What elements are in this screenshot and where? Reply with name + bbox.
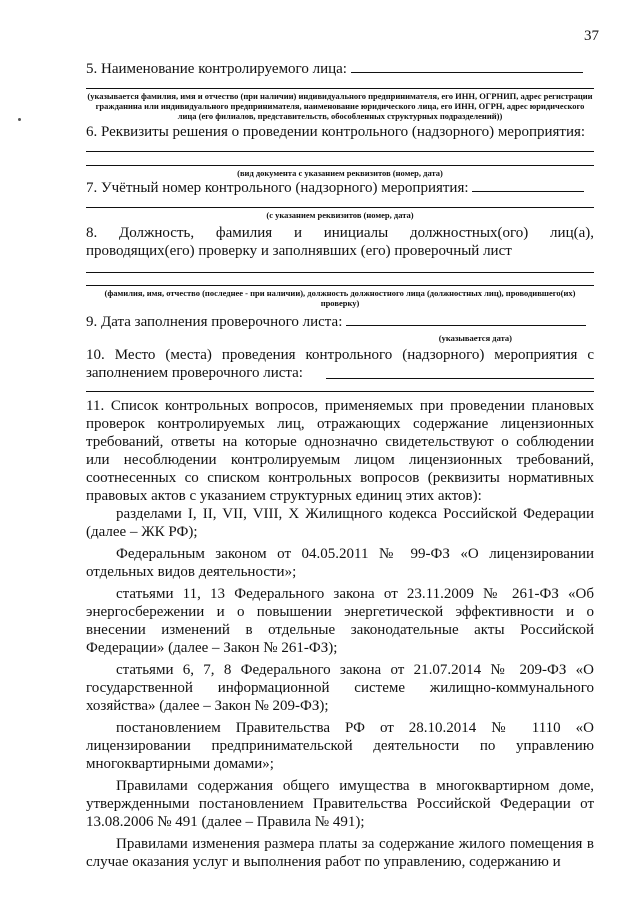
list-item: статьями 6, 7, 8 Федерального закона от 21.07.2014 № 209-ФЗ «О государственной информационной системе жилищно-коммунального хозяйства» (далее – Закон № 209-ФЗ); bbox=[86, 662, 594, 714]
section-8-line-2 bbox=[86, 285, 594, 286]
section-9-caption: (указывается дата) bbox=[438, 333, 512, 343]
list-item: постановлением Правительства РФ от 28.10.2014 № 1110 «О лицензировании предпринимательской деятельности по управлению многоквартирными домами»; bbox=[86, 720, 594, 772]
section-7 bbox=[86, 179, 594, 197]
section-6-label: 6. Реквизиты решения о проведении контрольного (надзорного) мероприятия: bbox=[86, 124, 586, 140]
section-7-blank bbox=[472, 179, 584, 192]
section-5-line bbox=[86, 88, 594, 89]
section-10-line bbox=[86, 391, 594, 392]
section-5-caption: (указывается фамилия, имя и отчество (при наличии) индивидуального предпринимателя, его ИНН, ОГРНИП, адрес регистрации гражданина или индивидуального предпринимателя, наименование юридического лица, его ИНН, ОГРН, адрес юридического лица (его филиалов, представительств, обособленных структурных подразделений)) bbox=[87, 91, 593, 121]
section-8-label: 8. Должность, фамилия и инициалы должностных(ого) лиц(а), проводящих(его) проверку и заполнявших (его) проверочный лист bbox=[86, 225, 594, 259]
section-10-label: 10. Место (места) проведения контрольного (надзорного) мероприятия с заполнением проверочного листа: bbox=[86, 347, 594, 381]
section-6-line-1 bbox=[86, 151, 594, 152]
scan-mark bbox=[18, 118, 21, 121]
section-9 bbox=[86, 313, 594, 331]
section-7-label: 7. Учётный номер контрольного (надзорного) мероприятия: bbox=[86, 180, 469, 196]
section-6-line-2 bbox=[86, 165, 594, 166]
section-5-label: 5. Наименование контролируемого лица: bbox=[86, 61, 347, 77]
section-8-line-1 bbox=[86, 272, 594, 273]
section-5 bbox=[86, 60, 594, 78]
section-9-label: 9. Дата заполнения проверочного листа: bbox=[86, 314, 343, 330]
list-item: Федеральным законом от 04.05.2011 № 99-ФЗ «О лицензировании отдельных видов деятельности»; bbox=[86, 546, 594, 580]
page-number: 37 bbox=[584, 28, 599, 44]
section-9-blank bbox=[346, 313, 586, 326]
section-7-caption: (с указанием реквизитов (номер, дата) bbox=[266, 210, 414, 220]
section-5-blank bbox=[351, 60, 583, 73]
section-6-caption: (вид документа с указанием реквизитов (номер, дата) bbox=[237, 168, 443, 178]
page-content bbox=[86, 60, 594, 871]
section-11-intro: 11. Список контрольных вопросов, применяемых при проведении плановых проверок контролируемых лиц, отражающих содержание лицензионных требований, ответы на которые однозначно свидетельствуют о соблюдении или несоблюдении контролируемым лицом лицензионных требований, соотнесенных со списком контрольных вопросов (реквизиты нормативных правовых актов с указанием структурных единиц этих актов): bbox=[86, 398, 594, 504]
section-10-blank bbox=[326, 378, 594, 379]
list-item: Правилами содержания общего имущества в многоквартирном доме, утвержденными постановлением Правительства Российской Федерации от 13.08.2006 № 491 (далее – Правила № 491); bbox=[86, 778, 594, 830]
list-item: Правилами изменения размера платы за содержание жилого помещения в случае оказания услуг и выполнения работ по управлению, содержанию и bbox=[86, 836, 594, 870]
section-8-caption: (фамилия, имя, отчество (последнее - при наличии), должность должностного лица (должностных лиц), проводившего(их) проверку) bbox=[104, 288, 576, 308]
list-item: статьями 11, 13 Федерального закона от 23.11.2009 № 261-ФЗ «Об энергосбережении и о повышении энергетической эффективности и о внесении изменений в отдельные законодательные акты Российской Федерации» (далее – Закон № 261-ФЗ); bbox=[86, 586, 594, 656]
section-7-line bbox=[86, 207, 594, 208]
list-item: разделами I, II, VII, VIII, X Жилищного кодекса Российской Федерации (далее – ЖК РФ); bbox=[86, 506, 594, 540]
